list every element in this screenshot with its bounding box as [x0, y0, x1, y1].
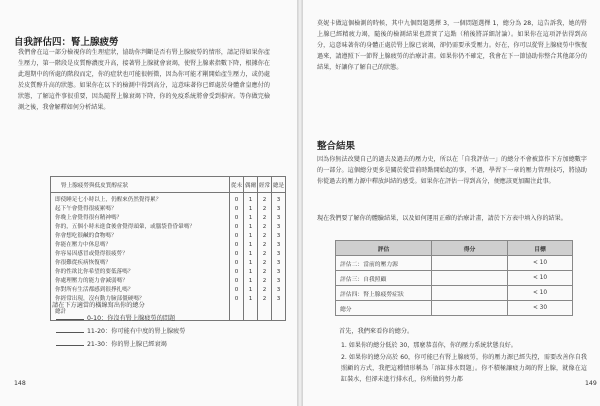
- tally-line: [56, 313, 175, 322]
- rating-value[interactable]: 2: [262, 278, 267, 284]
- rating-value[interactable]: 2: [262, 215, 267, 221]
- rating-value[interactable]: 2: [262, 206, 267, 212]
- rating-value[interactable]: 3: [276, 296, 281, 302]
- rating-value[interactable]: 3: [276, 242, 281, 248]
- inventory-item: 你的，五個小時未進食後會覺得頭暈，或腦袋昏昏暈嗎？: [55, 224, 195, 230]
- tally-line: [56, 339, 167, 348]
- rating-value[interactable]: 0: [234, 197, 239, 203]
- scale-header-sometimes: 偶爾: [244, 177, 258, 193]
- header-score: 得分: [432, 241, 508, 256]
- scale-header-often: 經常: [258, 177, 272, 193]
- rating-value[interactable]: 0: [234, 296, 239, 302]
- result-point-2: 2. 如果你的總分高於 60，你可能已有腎上腺疲勞，你的壓力源已經失控，需要改善你自我照顧的方式，我把這種情形稱為「溶缸排水問題」。你不積極讓疲力竭的腎上腺，就像在這缸裝水，但卻未進行排水孔，你所做的努力都: [341, 354, 587, 383]
- rating-value[interactable]: 0: [234, 287, 239, 293]
- tally-heading: 請在下方適當的橫線寫出你的總分: [52, 302, 145, 309]
- inventory-item: 你很難從疾病恢復嗎？: [55, 260, 111, 266]
- inventory-header-label: 腎上腺疲勞與低皮質醇症狀: [51, 177, 230, 193]
- score-cell[interactable]: [432, 271, 508, 286]
- rating-value[interactable]: 3: [276, 269, 281, 275]
- inventory-item: 你晚上會覺得很有精神嗎？: [55, 215, 123, 221]
- rating-value[interactable]: 0: [234, 224, 239, 230]
- result-point-1: 1. 如果你的總分低於 30，那麼恭喜你，你的壓力系統狀態良好。: [341, 342, 517, 349]
- goal-cell: < 10: [508, 271, 573, 286]
- rating-value[interactable]: 3: [276, 287, 281, 293]
- results-paragraph-2: 現在我們要了解你的體驗結果，以及如何運用正確的治療計畫，請於下方表中填入你的結果。: [317, 215, 567, 222]
- rating-value[interactable]: 2: [262, 287, 267, 293]
- rating-value[interactable]: 3: [276, 215, 281, 221]
- rating-value[interactable]: 0: [234, 251, 239, 257]
- rating-value[interactable]: 1: [248, 233, 253, 239]
- inventory-item: 你對所有生活都感到很掙扎嗎？: [55, 287, 134, 293]
- goal-cell: < 10: [508, 286, 573, 301]
- scale-header-always: 總是: [272, 177, 286, 193]
- rating-value[interactable]: 2: [262, 296, 267, 302]
- inventory-header-row: [51, 177, 286, 193]
- rating-value[interactable]: 0: [234, 242, 239, 248]
- rating-value[interactable]: 2: [262, 269, 267, 275]
- total-label: 總分: [336, 301, 432, 316]
- rating-value[interactable]: 0: [234, 269, 239, 275]
- rating-value[interactable]: 3: [276, 224, 281, 230]
- rating-value[interactable]: 2: [262, 251, 267, 257]
- rating-value[interactable]: 1: [248, 260, 253, 266]
- inventory-item: 你會想吃很鹹的食物嗎？: [55, 233, 117, 239]
- score-row: [336, 271, 573, 286]
- score-summary-table: [335, 240, 573, 316]
- scale-column-always: [272, 193, 286, 321]
- rating-value[interactable]: 2: [262, 197, 267, 203]
- tally-text: 21-30：你的腎上腺已經衰竭: [87, 341, 167, 348]
- rating-value[interactable]: 2: [262, 224, 267, 230]
- rating-value[interactable]: 0: [234, 215, 239, 221]
- score-row: [336, 286, 573, 301]
- inventory-item: 你的性欲比你希望的要低落嗎？: [55, 269, 134, 275]
- right-page: [302, 0, 600, 406]
- rating-value[interactable]: 3: [276, 278, 281, 284]
- rating-value[interactable]: 1: [248, 296, 253, 302]
- rating-value[interactable]: 1: [248, 251, 253, 257]
- goal-cell: < 10: [508, 256, 573, 271]
- inventory-item: 你容易因感冒或覺得很疲勞？: [55, 251, 128, 257]
- page-number-right: 149: [585, 380, 597, 387]
- scale-column-never: [230, 193, 244, 321]
- total-score-cell[interactable]: [432, 301, 508, 316]
- assessment-label: 評估二：當前的壓力源: [336, 256, 432, 271]
- score-cell[interactable]: [432, 286, 508, 301]
- inventory-item: 你能在壓力中休息嗎？: [55, 242, 111, 248]
- rating-value[interactable]: 1: [248, 224, 253, 230]
- assessment-label: 評估三：自我照顧: [336, 271, 432, 286]
- scale-header-never: 從未: [230, 177, 244, 193]
- rating-value[interactable]: 1: [248, 269, 253, 275]
- rating-value[interactable]: 1: [248, 215, 253, 221]
- rating-value[interactable]: 2: [262, 242, 267, 248]
- tally-line: [56, 326, 185, 335]
- inventory-item: 你處理壓力的能力會減弱嗎？: [55, 278, 128, 284]
- scale-column-often: [258, 193, 272, 321]
- rating-value[interactable]: 2: [262, 233, 267, 239]
- tally-text: 0-10：你沒有腎上腺疲勞的問題: [87, 315, 176, 322]
- rating-value[interactable]: 0: [234, 278, 239, 284]
- score-blank[interactable]: [56, 319, 84, 320]
- inventory-item: 你經常出現，沒有動力臉部僵硬嗎？: [55, 296, 145, 302]
- first-look-line: 首先，我們來看你的總分。: [339, 328, 414, 335]
- assessment-label: 評估四：腎上腺疲勞症狀: [336, 286, 432, 301]
- score-cell[interactable]: [432, 256, 508, 271]
- scale-column-sometimes: [244, 193, 258, 321]
- rating-value[interactable]: 3: [276, 260, 281, 266]
- rating-value[interactable]: 3: [276, 251, 281, 257]
- score-total-row: [336, 301, 573, 316]
- rating-value[interactable]: 0: [234, 233, 239, 239]
- total-goal-cell: < 30: [508, 301, 573, 316]
- rating-value[interactable]: 3: [276, 197, 281, 203]
- section-title-results: 整合結果: [317, 141, 356, 152]
- score-header-row: [336, 241, 573, 256]
- inventory-total-label: 總計: [55, 309, 67, 315]
- rating-value[interactable]: 3: [276, 206, 281, 212]
- rating-value[interactable]: 3: [276, 233, 281, 239]
- tally-text: 11-20：你可能有中度的腎上腺疲勞: [87, 328, 186, 335]
- rating-value[interactable]: 1: [248, 278, 253, 284]
- header-assessment: 評估: [336, 241, 432, 256]
- monica-paragraph: 莫妮卡做這個檢測的時候，其中九個問題選擇 3，一個問題選擇 1，總分為 28，這告訴我，她的腎上腺已經精疲力竭，隨後的檢測結果也證實了這點（稍後將詳細討論）。如果你在這項評估得到高分，這意味著你的身體正處於腎上腺已衰竭，卻仍需要承受壓力。好在，你可以從腎上腺疲勞中恢復過來，請遵照下一節腎上腺疲勞的治療計畫。如果你仍不確定，我會在下一節協助你整合其他部分的結果，好讓你了解自己的狀態。: [317, 20, 587, 71]
- intro-paragraph: 我們會在這一部分檢視你的生理症狀，協助你判斷是否有腎上腺疲勞的情形，請記得如果你產生壓力，第一階段是皮質醇濃度升高，接著腎上腺就會衰竭，使腎上腺素指數下降，根據你在此週期中的所處的階段而定，你的症狀也可能很輕微，因為你可能才剛開始產生壓力，或仍處於皮質醇升高的狀態。如果你在以下的檢測中得到高分，這意味著你已經處於身體倉皇應付的狀態，了解這件事很重要，因為隨腎上腺衰竭下降，你的免疫系統將會受到損害。等你做完檢測之後，我會解釋如何分析結果。: [18, 49, 270, 111]
- score-blank[interactable]: [56, 332, 84, 333]
- rating-value[interactable]: 1: [248, 206, 253, 212]
- results-paragraph-1: 因為你無法改變自己的過去及過去的壓力史，所以在「自我評估一」的總分不會被算作下方加總數字的一部分。這個總分更多是關於從當前時點開始起的事，不過，學習下一章的壓力管理技巧，將協助你從過去的壓力源中釋放糾結的感受。如果你在評估一得到高分，便應該更加關注此事。: [317, 156, 587, 185]
- rating-value[interactable]: 1: [248, 287, 253, 293]
- score-row: [336, 256, 573, 271]
- page-number-left: 148: [14, 380, 26, 387]
- score-blank[interactable]: [56, 345, 84, 346]
- section-title-adrenal-fatigue: 自我評估四：腎上腺疲勞: [14, 37, 119, 48]
- rating-value[interactable]: 0: [234, 260, 239, 266]
- inventory-item: 起下午會覺得很疲累嗎？: [55, 206, 117, 212]
- left-page: [0, 0, 298, 406]
- rating-value[interactable]: 2: [262, 260, 267, 266]
- rating-value[interactable]: 1: [248, 242, 253, 248]
- header-goal: 目標: [508, 241, 573, 256]
- rating-value[interactable]: 0: [234, 206, 239, 212]
- inventory-item: 即使睡足七小時以上，仍醒來仍然覺得累？: [55, 197, 162, 203]
- rating-value[interactable]: 1: [248, 197, 253, 203]
